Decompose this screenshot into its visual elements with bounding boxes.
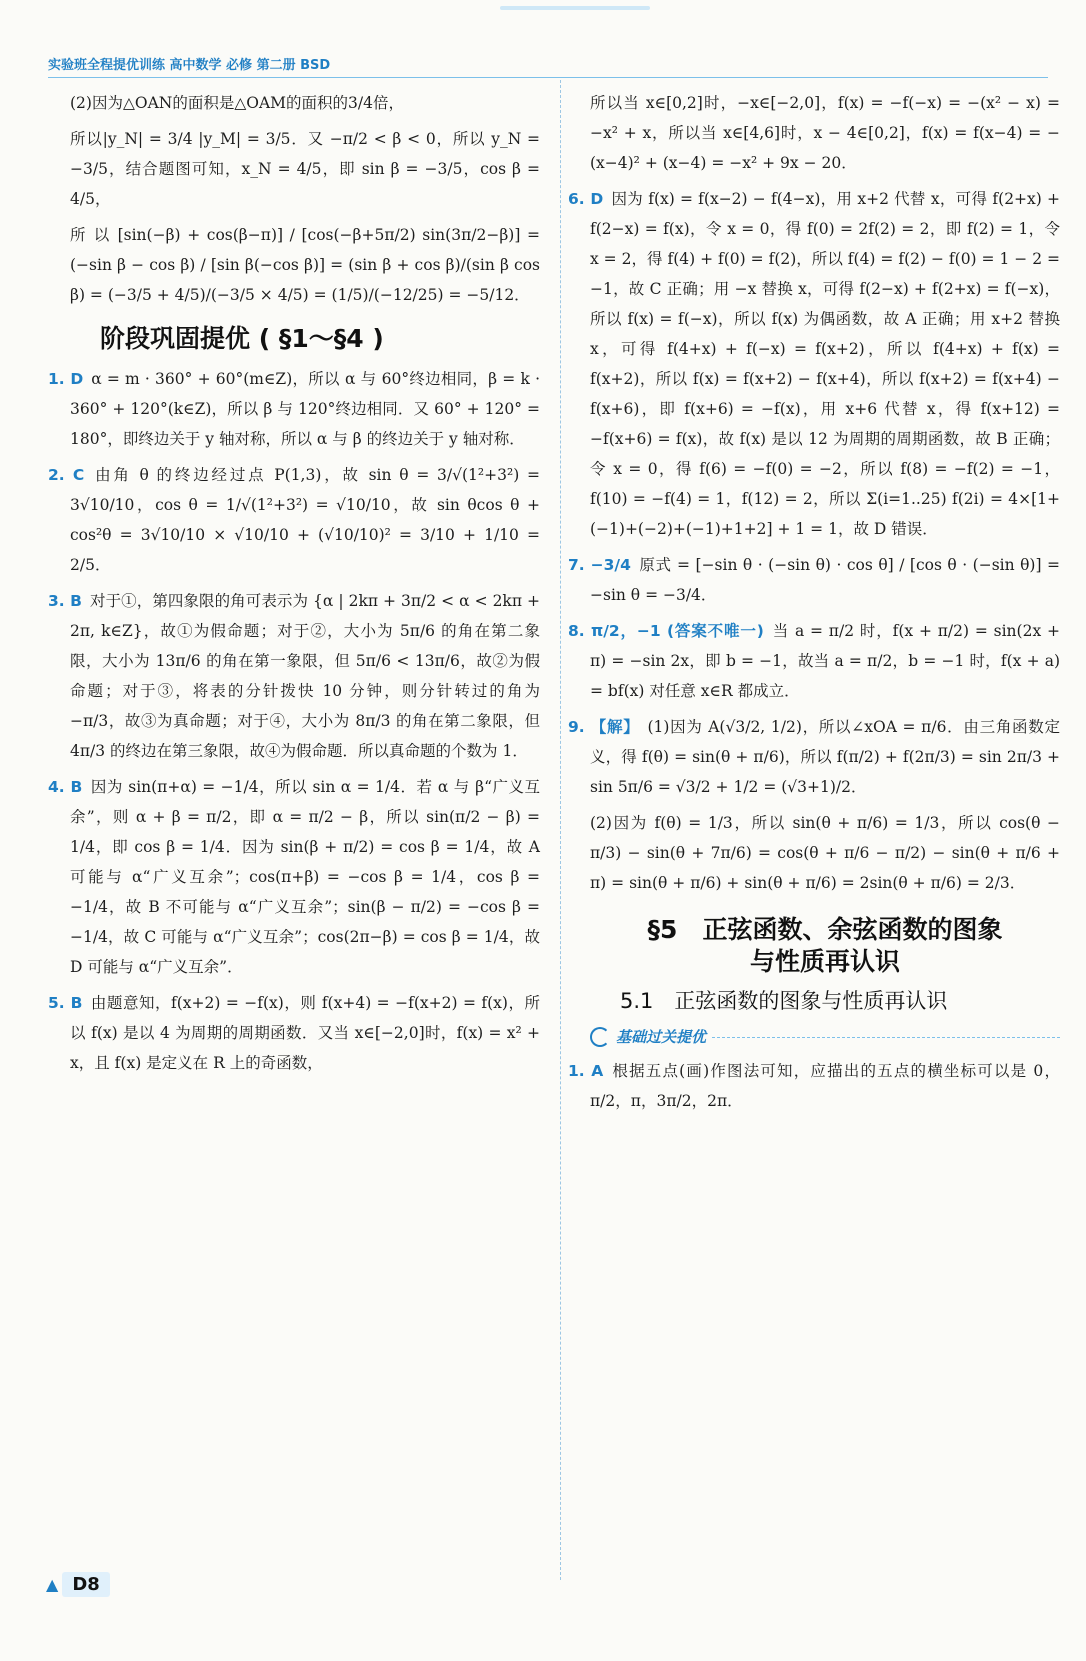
basic-practice-badge	[590, 1022, 1060, 1052]
answer-text: 因为 f(x) = f(x−2) − f(4−x)，用 x+2 代替 x，可得 f(2+x) + f(2−x) = f(x)，令 x = 0，得 f(0) = 2f(2) = 2，即 f(2) = 1，令 x = 2，得 f(4) + f(0) = f(2)，所以 f(4) = f(2) − f(0) = 1 − 2 = −1，故 C 正确；用 −x 替换 x，可得 f(2−x) + f(2+x) = f(−x)，所以 f(x) = f(−x)，所以 f(x) 为偶函数，故 A 正确；用 x+2 替换 x，可得 f(4+x) + f(−x) = f(x+2)，所以 f(4+x) + f(x) = f(x+2)，所以 f(x) = f(x+2) − f(x+4)，所以 f(x+2) = f(x+4) − f(x+6)，即 f(x+6) = −f(x)，用 x+6 代替 x，得 f(x+12) = −f(x+6) = f(x)，故 f(x) 是以 12 为周期的周期函数，故 B 正确；令 x = 0，得 f(6) = −f(0) = −2，所以 f(8) = −f(2) = −1，f(10) = −f(4) = 1，f(12) = 2，所以 Σ(i=1..25) f(2i) = 4×[1+(−1)+(−2)+(−1)+1+2] + 1 = 1，故 D 错误．	[590, 190, 1061, 538]
subsection-5-1-title: 5.1 正弦函数的图象与性质再认识	[620, 989, 948, 1013]
answer-text: (2)因为 f(θ) = 1/3，所以 sin(θ + π/6) = 1/3，所以 cos(θ − π/3) − sin(θ + 7π/6) = cos(θ + π/6 − π/2) − sin(θ + π/6 + π) = sin(θ + π/6) + sin(θ + π/6) = 2sin(θ + π/6) = 2/3．	[590, 814, 1060, 892]
answer-5-continued: 所以当 x∈[0,2]时，−x∈[−2,0]，f(x) = −f(−x) = −(x² − x) = −x² + x，所以当 x∈[4,6]时，x − 4∈[0,2]，f(x) = f(x−4) = −(x−4)² + (x−4) = −x² + 9x − 20．	[590, 94, 1060, 172]
answer-number: 4. B	[48, 778, 83, 796]
answer-5-1-item-1	[568, 1056, 1060, 1116]
answer-item-9	[568, 712, 1060, 802]
answer-text: 由题意知，f(x+2) = −f(x)，则 f(x+4) = −f(x+2) = f(x)，所以 f(x) 是以 4 为周期的周期函数．又当 x∈[−2,0]时，f(x) = x² + x，且 f(x) 是定义在 R 上的奇函数，	[70, 994, 540, 1072]
answer-text: α = m · 360° + 60°(m∈Z)，所以 α 与 60°终边相同，β = k · 360° + 120°(k∈Z)，所以 β 与 120°终边相同．又 60° + 120° = 180°，即终边关于 y 轴对称，所以 α 与 β 的终边关于 y 轴对称．	[70, 370, 540, 448]
answer-text: 因为 sin(π+α) = −1/4，所以 sin α = 1/4．若 α 与 β“广义互余”，则 α + β = π/2，即 α = π/2 − β，所以 sin(π/2 − β) = 1/4，即 cos β = 1/4．因为 sin(β + π/2) = cos β = 1/4，故 A 可能与 α“广义互余”；cos(π+β) = −cos β = 1/4，cos β = −1/4，故 B 不可能与 α“广义互余”；sin(β − π/2) = −cos β = −1/4，故 C 可能与 α“广义互余”；cos(2π−β) = cos β = 1/4，故 D 可能与 α“广义互余”．	[70, 778, 540, 976]
answer-number: 3. B	[48, 592, 82, 610]
answer-number: 2. C	[48, 466, 85, 484]
answer-item-2	[48, 460, 540, 580]
intro-line-3: 所 以 [sin(−β) + cos(β−π)] / [cos(−β+5π/2) sin(3π/2−β)] = (−sin β − cos β) / [sin β(−cos β)] = (sin β + cos β)/(sin β cos β) = (−3/5 + 4/5)/(−3/5 × 4/5) = (1/5)/(−12/25) = −5/12．	[70, 226, 540, 304]
answer-number: 8. π/2，−1 (答案不唯一)	[568, 622, 764, 640]
answer-text: 当 a = π/2 时，f(x + π/2) = sin(2x + π) = −sin 2x，即 b = −1，故当 a = π/2，b = −1 时，f(x + a) = bf(x) 对任意 x∈R 都成立．	[590, 622, 1060, 700]
intro-line-2: 所以|y_N| = 3/4 |y_M| = 3/5．又 −π/2 < β < 0，所以 y_N = −3/5，结合题图可知，x_N = 4/5，即 sin β = −3/5，cos β = 4/5，	[70, 130, 540, 208]
left-column	[48, 88, 540, 1084]
answer-number: 7. −3/4	[568, 556, 631, 574]
page-number-box	[46, 1572, 110, 1597]
answer-text: (1)因为 A(√3/2, 1/2)，所以∠xOA = π/6．由三角函数定义，得 f(θ) = sin(θ + π/6)，所以 f(π/2) + f(2π/3) = sin 2π/3 + sin 5π/6 = √3/2 + 1/2 = (√3+1)/2．	[590, 718, 1060, 796]
badge-label: 基础过关提优	[616, 1028, 707, 1046]
section-5-title-line-2: 与性质再认识	[749, 947, 900, 976]
answer-number: 1. D	[48, 370, 84, 388]
running-header: 实验班全程提优训练 高中数学 必修 第二册 BSD	[48, 54, 1048, 78]
answer-number: 1. A	[568, 1062, 604, 1080]
answer-text: 由角 θ 的终边经过点 P(1,3)，故 sin θ = 3/√(1²+3²) = 3√10/10，cos θ = 1/√(1²+3²) = √10/10，故 sin θcos θ + cos²θ = 3√10/10 × √10/10 + (√10/10)² = 3/10 + 1/10 = 2/5．	[70, 466, 540, 574]
answer-item-6	[568, 184, 1061, 544]
badge-divider	[712, 1037, 1060, 1038]
answer-item-4	[48, 772, 540, 982]
section-title-stage-review: 阶段巩固提优 ( §1～§4 )	[100, 324, 384, 353]
answer-text: 对于①，第四象限的角可表示为 {α | 2kπ + 3π/2 < α < 2kπ + 2π, k∈Z}，故①为假命题；对于②，大小为 5π/6 的角在第二象限，大小为 13π/6 的角在第一象限，但 5π/6 < 13π/6，故②为假命题；对于③，将表的分针拨快 10 分钟，则分针转过的角为 −π/3，故③为真命题；对于④，大小为 8π/3 的角在第二象限，但 4π/3 的终边在第三象限，故④为假命题．所以真命题的个数为 1．	[70, 592, 540, 760]
answer-item-9-part-2	[590, 808, 1060, 898]
answer-number: 5. B	[48, 994, 83, 1012]
answer-item-8	[568, 616, 1060, 706]
answer-item-5	[48, 988, 540, 1078]
answer-text: 原式 = [−sin θ · (−sin θ) · cos θ] / [cos θ · (−sin θ)] = −sin θ = −3/4．	[590, 556, 1060, 604]
answer-number: 6. D	[568, 190, 604, 208]
answer-item-3	[48, 586, 540, 766]
top-decoration-strip	[500, 6, 650, 10]
answer-item-7	[568, 550, 1060, 610]
section-5-title-line-1: §5 正弦函数、余弦函数的图象	[647, 915, 1003, 944]
swirl-icon	[590, 1027, 610, 1047]
answer-text: 根据五点(画)作图法可知，应描出的五点的横坐标可以是 0，π/2，π，3π/2，2π．	[590, 1062, 1060, 1110]
arrow-up-icon: ▲	[46, 1575, 59, 1594]
intro-line-1: (2)因为△OAN的面积是△OAM的面积的3/4倍，	[70, 94, 404, 112]
answer-number: 9. 【解】	[568, 718, 640, 736]
answer-item-1	[48, 364, 540, 454]
right-column	[568, 88, 1061, 1122]
section-5-title	[590, 914, 1060, 978]
page-number: D8	[62, 1572, 109, 1597]
column-divider	[560, 80, 561, 1580]
